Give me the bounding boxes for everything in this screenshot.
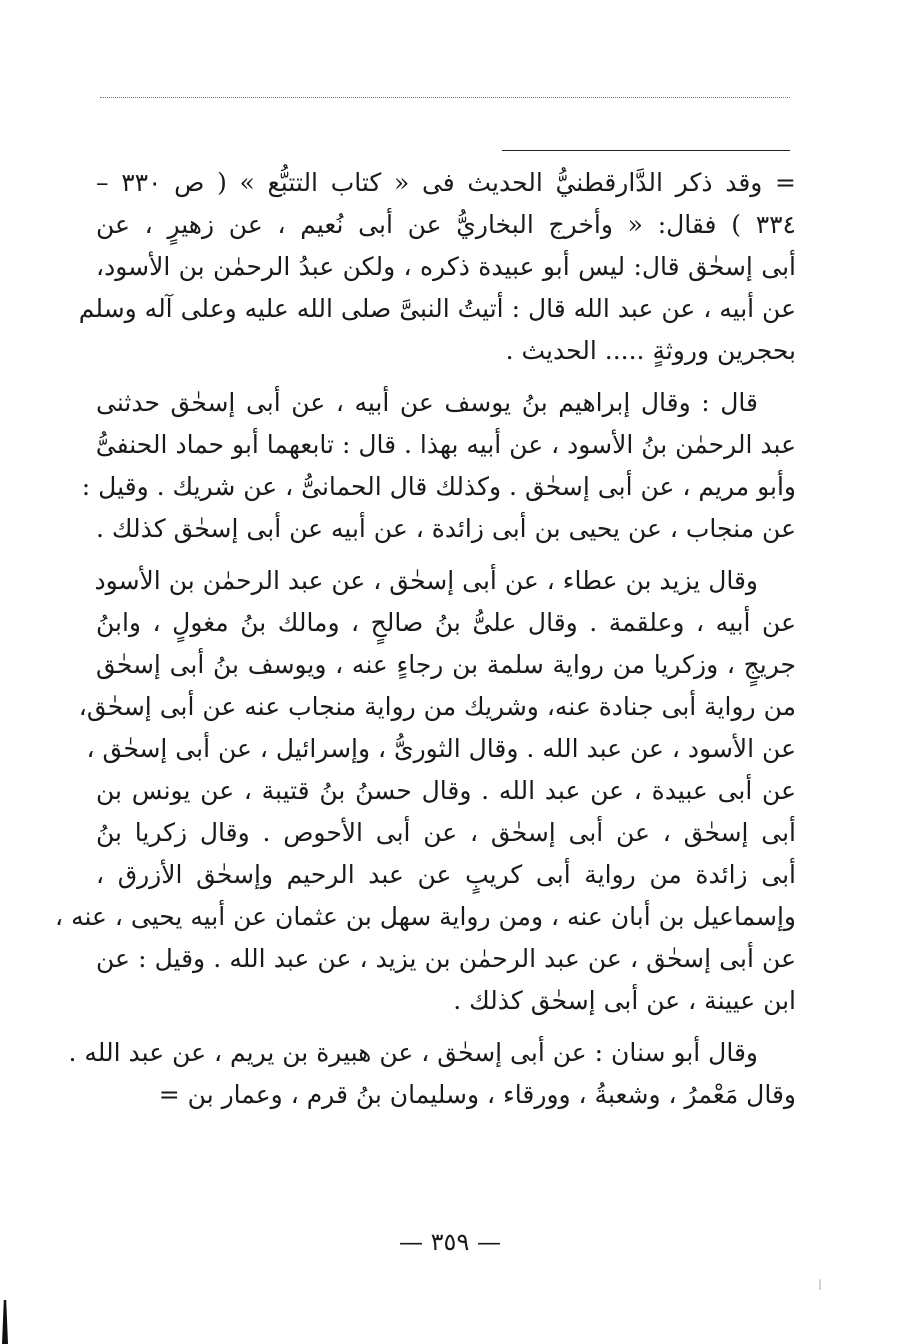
text-line: عن الأسود ، عن عبد الله . وقال الثورىُّ ، وإسرائيل ، عن أبى إسحٰق ، (86, 734, 796, 763)
text-line: عن أبيه ، وعلقمة . وقال علىُّ بنُ صالحٍ ، ومالك بنُ مغولٍ ، وابنُ (96, 608, 796, 637)
text-line: وقال مَعْمرُ ، وشعبةُ ، وورقاء ، وسليمان بنُ قرم ، وعمار بن = (158, 1080, 796, 1109)
page-edge-mark (2, 1300, 8, 1344)
text-line: بحجرين وروثةٍ ..... الحديث . (505, 336, 796, 365)
text-line: أبى زائدة من رواية أبى كريبٍ عن عبد الرحيم وإسحٰق الأزرق ، (96, 860, 796, 889)
text-line: أبى إسحٰق ، عن أبى إسحٰق ، عن أبى الأحوص . وقال زكريا بنُ (96, 818, 796, 847)
footnote-text-block (55, 162, 796, 1116)
text-line: أبى إسحٰق قال: ليس أبو عبيدة ذكره ، ولكن عبدُ الرحمٰن بن الأسود، (96, 252, 796, 281)
text-line: جريجٍ ، وزكريا من رواية سلمة بن رجاءٍ عنه ، ويوسف بنُ أبى إسحٰق (96, 650, 796, 679)
header-dotted-rule (100, 97, 790, 98)
text-line: عن أبى إسحٰق ، عن عبد الرحمٰن بن يزيد ، عن عبد الله . وقيل : عن (96, 944, 796, 973)
text-line: من رواية أبى جنادة عنه، وشريك من رواية منجاب عنه عن أبى إسحٰق، (78, 692, 796, 721)
text-line: وقال أبو سنان : عن أبى إسحٰق ، عن هبيرة بن يريم ، عن عبد الله . (68, 1038, 758, 1067)
text-line: ابن عيينة ، عن أبى إسحٰق كذلك . (453, 986, 796, 1015)
text-line: وقال يزيد بن عطاء ، عن أبى إسحٰق ، عن عبد الرحمٰن بن الأسود (94, 566, 758, 595)
faint-mark-icon: ﺍ (818, 1278, 822, 1294)
text-line: ٣٣٤ ) فقال: « وأخرج البخاريُّ عن أبى نُعيم ، عن زهيرٍ ، عن (96, 210, 796, 239)
text-line: عن منجاب ، عن يحيى بن أبى زائدة ، عن أبيه عن أبى إسحٰق كذلك . (96, 514, 796, 543)
footnote-separator-rule (502, 150, 790, 151)
page-number: — ٣٥٩ — (399, 1228, 501, 1256)
text-line: وأبو مريم ، عن أبى إسحٰق . وكذلك قال الحمانىُّ ، عن شريك . وقيل : (81, 472, 796, 501)
text-line: عن أبيه ، عن عبد الله قال : أتيتُ النبىَّ صلى الله عليه وعلى آله وسلم (78, 294, 796, 323)
text-line: عن أبى عبيدة ، عن عبد الله . وقال حسنُ بنُ قتيبة ، عن يونس بن (96, 776, 796, 805)
text-line: عبد الرحمٰن بنُ الأسود ، عن أبيه بهذا . قال : تابعهما أبو حماد الحنفىُّ (95, 430, 796, 459)
text-line: قال : وقال إبراهيم بنُ يوسف عن أبيه ، عن أبى إسحٰق حدثنى (96, 388, 758, 417)
text-line: وإسماعيل بن أبان عنه ، ومن رواية سهل بن عثمان عن أبيه يحيى ، عنه ، (55, 902, 796, 931)
text-line: = وقد ذكر الدَّارقطنيُّ الحديث فى « كتاب التتبُّع » ( ص ٣٣٠ – (96, 168, 796, 197)
